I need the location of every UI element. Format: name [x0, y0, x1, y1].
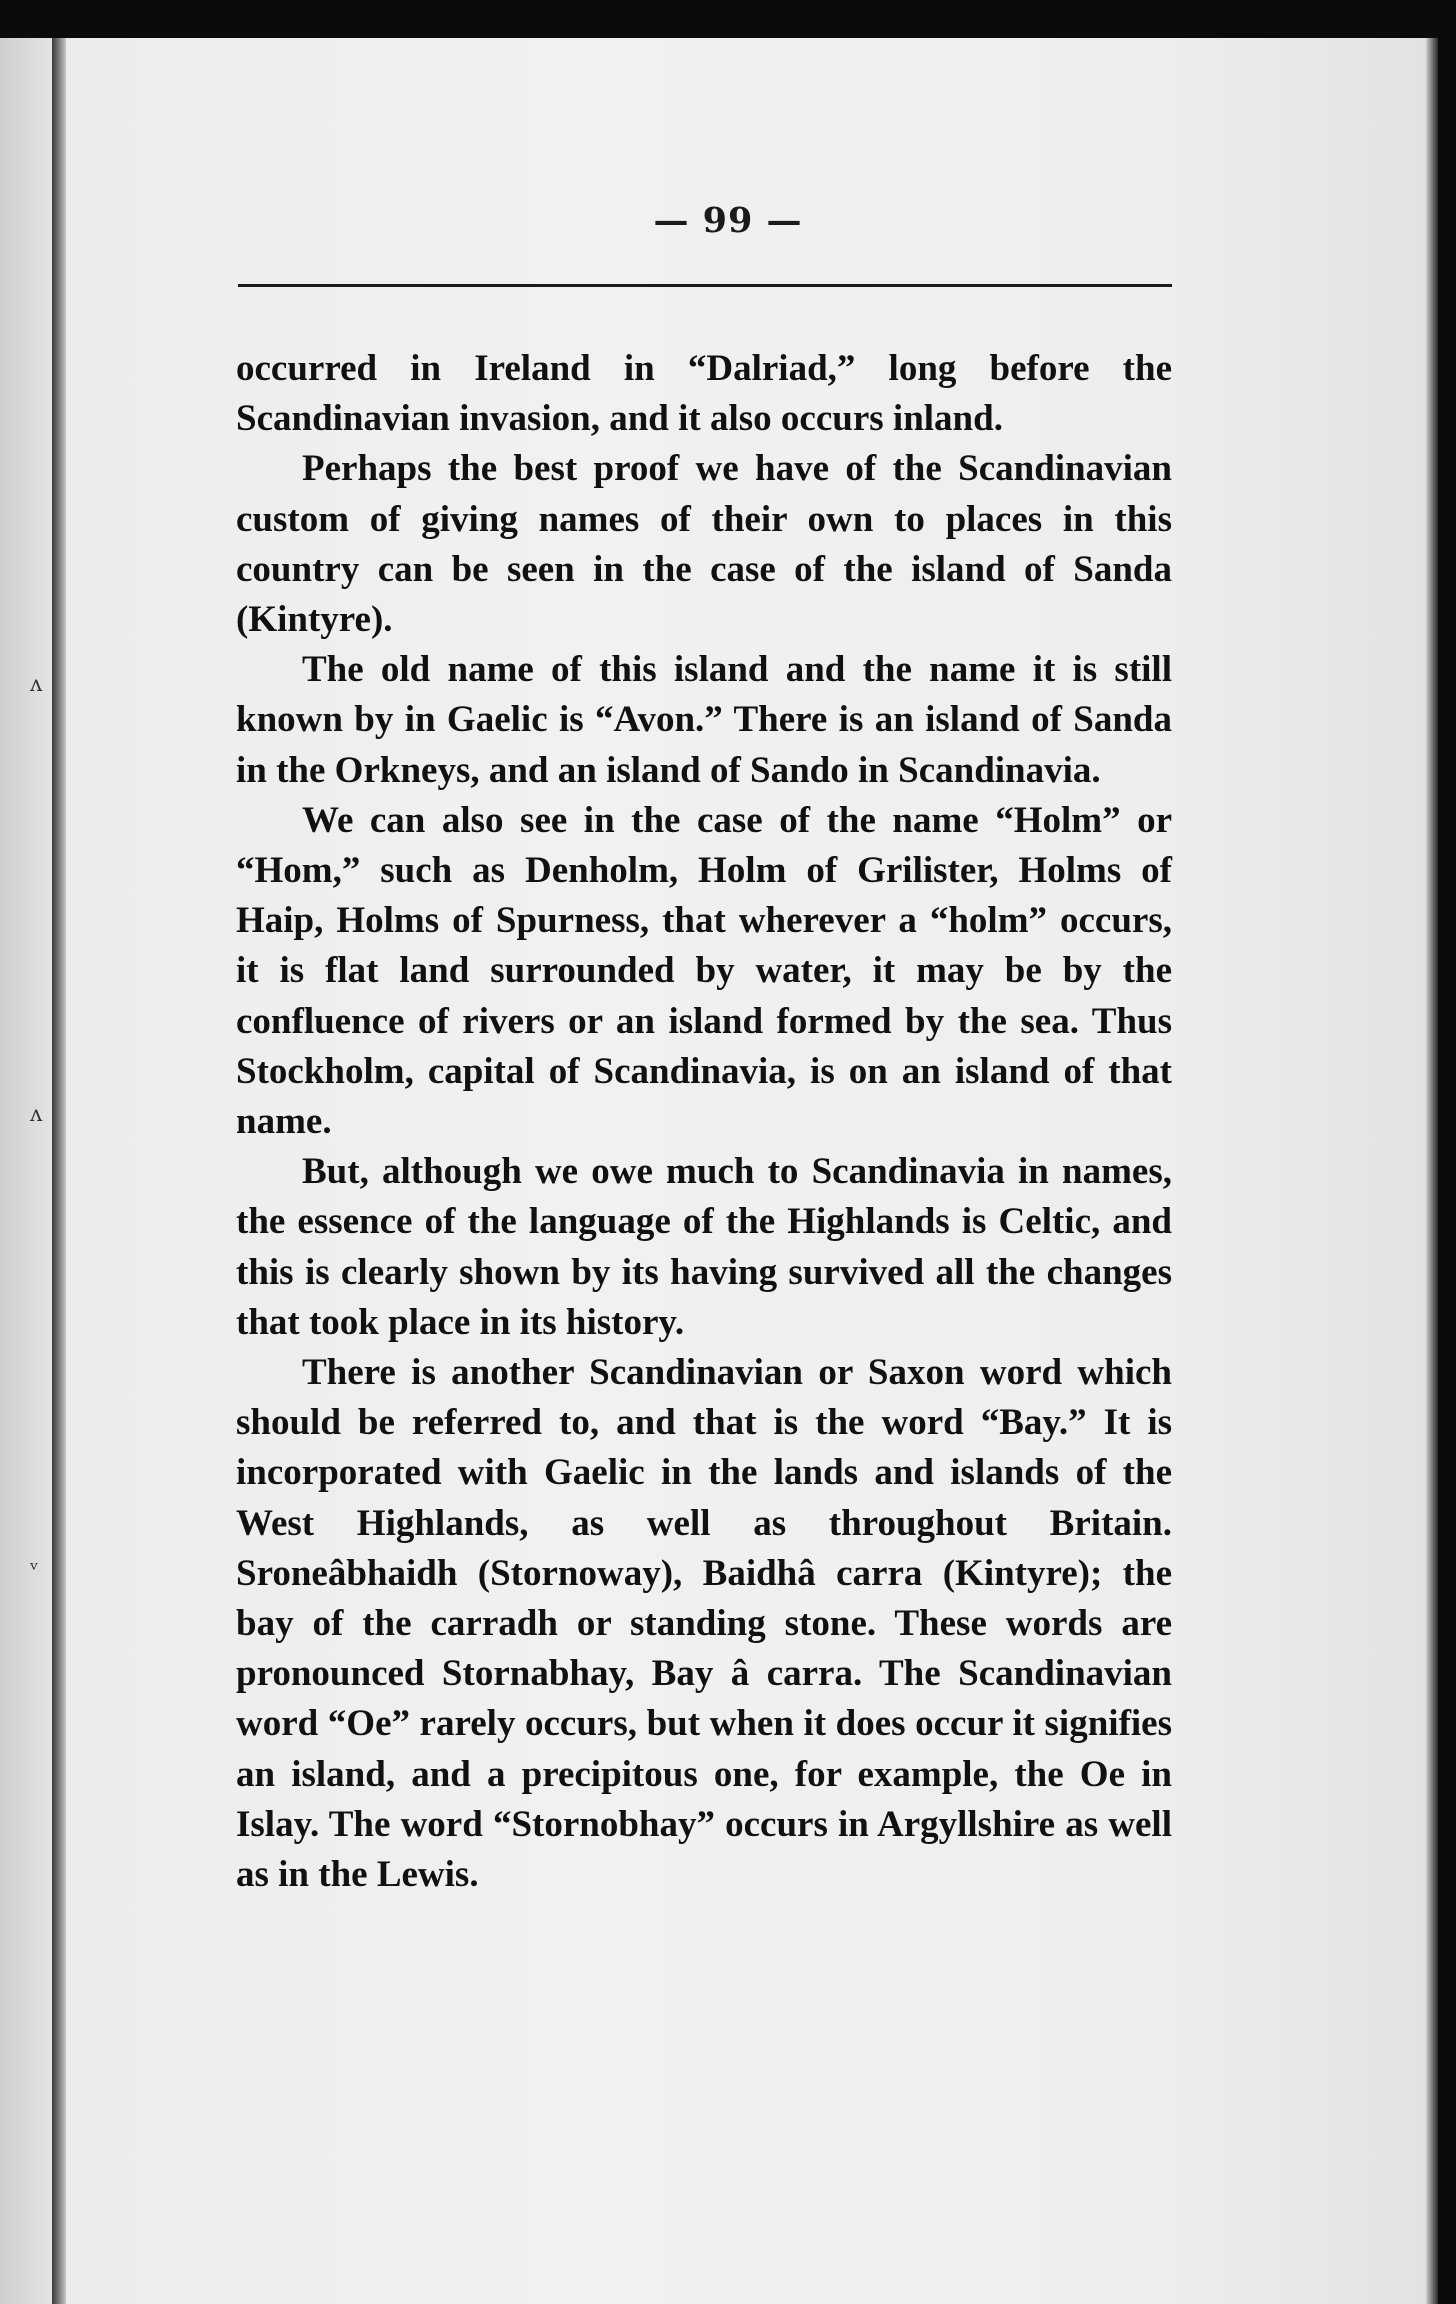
binding-stitch-mark: ʌ	[30, 672, 43, 697]
page-right-edge	[1426, 38, 1438, 2304]
paragraph-4: We can also see in the case of the name “Holm” or “Hom,” such as Denholm, Holm of Grilister, Holms of Haip, Holms of Spurness, that wherever a “holm” occurs, it is flat land surrounded by water, it may be by the confluence of rivers or an island formed by the sea. Thus Stockholm, capital of Scandinavia, is on an island of that name.	[236, 799, 1172, 1143]
binding-stitch-mark: ᵛ	[30, 1558, 39, 1583]
paragraph-3: The old name of this island and the name it is still known by in Gaelic is “Avon.” There is an island of Sanda in the Orkneys, and an island of Sando in Scandinavia.	[236, 649, 1172, 791]
paragraph-6: There is another Scandinavian or Saxon word which should be referred to, and that is the word “Bay.” It is incorporated with Gaelic in the lands and islands of the West Highlands, as well as throughout Britain. Sroneâbhaidh (Stornoway), Baidhâ carra (Kintyre); the bay of the carradh or standing stone. These words are pronounced Stornabhay, Bay â carra. The Scandinavian word “Oe” rarely occurs, but when it does occur it signifies an island, and a precipitous one, for example, the Oe in Islay. The word “Stornobhay” occurs in Argyllshire as well as in the Lewis.	[236, 1352, 1172, 1896]
paragraph-1: occurred in Ireland in “Dalriad,” long before the Scandinavian invasion, and it also occurs inland.	[236, 348, 1172, 440]
paragraph-5: But, although we owe much to Scandinavia in names, the essence of the language of the Highlands is Celtic, and this is clearly shown by its having survived all the changes that took place in its history.	[236, 1151, 1172, 1343]
paragraph-2: Perhaps the best proof we have of the Scandinavian custom of giving names of their own to places in this country can be seen in the case of the island of Sanda (Kintyre).	[236, 448, 1172, 641]
binding-shadow	[0, 38, 52, 2304]
header-rule	[238, 284, 1172, 287]
binding-stitch-mark: ʌ	[30, 1102, 43, 1127]
book-binding	[52, 38, 66, 2304]
body-text	[236, 344, 1172, 1900]
page-number: — 99 —	[653, 200, 803, 241]
